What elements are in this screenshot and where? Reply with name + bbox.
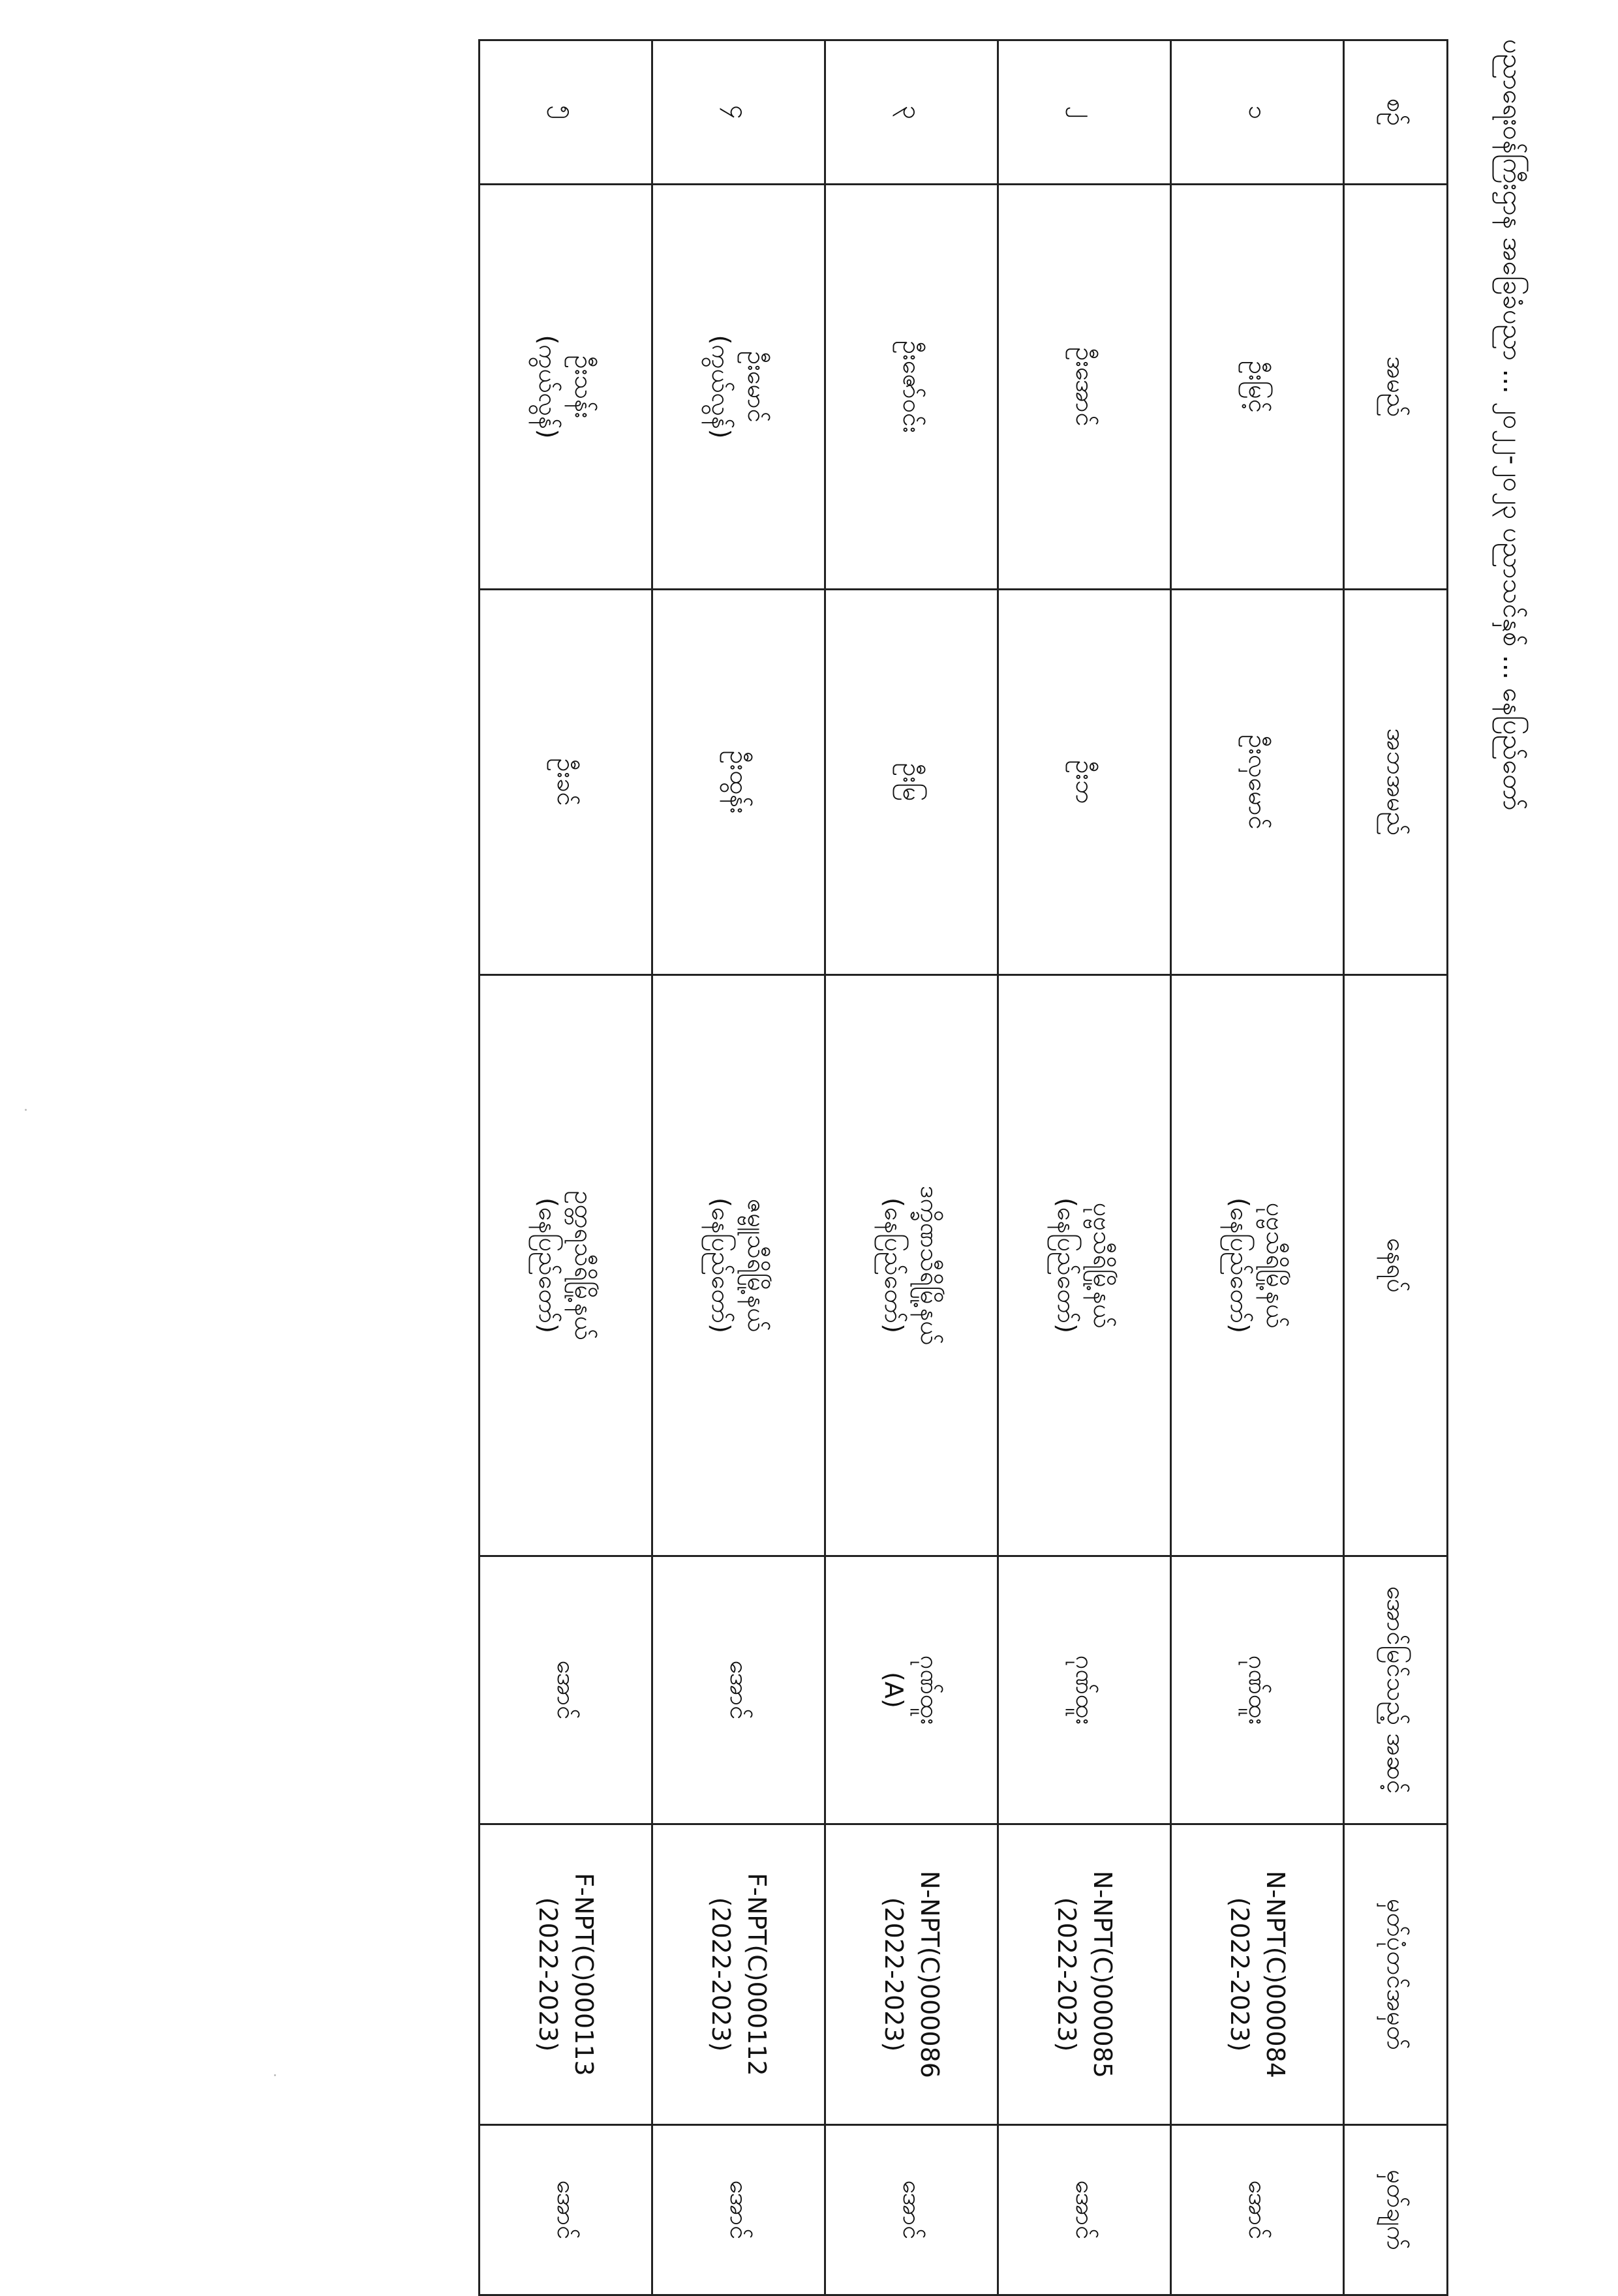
registration-number: F-NPT(C)000113 <box>570 1873 599 2076</box>
cell-address: ဥတ္တရသီရိမြို့နယ် (နေပြည်တော်) <box>480 975 652 1556</box>
header-grade: အောင်မြင်သည့် အဆင့် <box>1344 1556 1448 1824</box>
cell-no: ၅ <box>480 40 652 185</box>
cell-remarks: အောင် <box>1171 2125 1344 2295</box>
registration-year: (2022-2023) <box>1225 1897 1254 2052</box>
registration-year: (2022-2023) <box>707 1897 735 2052</box>
cell-father-name: ဦးလှမောင် <box>1171 590 1344 975</box>
cell-name: ဦးအောင် <box>998 185 1171 590</box>
cell-grade: အောင် <box>480 1556 652 1824</box>
registration-year: (2022-2023) <box>1052 1897 1081 2052</box>
cell-father-name: ဦးဘ <box>998 590 1171 975</box>
table-row <box>1171 40 1344 2295</box>
cell-remarks: အောင် <box>825 2125 998 2295</box>
registration-year: (2022-2023) <box>534 1897 562 2052</box>
cell-father-name: ဦးခင် <box>480 590 652 975</box>
cell-registration <box>1171 1824 1344 2125</box>
registration-year: (2022-2023) <box>879 1897 908 2052</box>
cell-grade: ဂုဏ်ထူး <box>998 1556 1171 1824</box>
header-remarks: မှတ်ချက် <box>1344 2125 1448 2295</box>
registration-number: N-NPT(C)000085 <box>1088 1871 1118 2078</box>
cell-father-name: ဦးထွန်း <box>652 590 825 975</box>
cell-registration <box>998 1824 1171 2125</box>
header-address: နေရပ် <box>1344 975 1448 1556</box>
cell-remarks: အောင် <box>652 2125 825 2295</box>
header-no: စဉ် <box>1344 40 1448 185</box>
cell-name: ဦးသန်း (ကွယ်လွန်) <box>480 185 652 590</box>
cell-address: ပုဗ္ဗသီရိမြို့နယ် (နေပြည်တော်) <box>998 975 1171 1556</box>
table-row <box>480 40 652 2295</box>
cell-remarks: အောင် <box>998 2125 1171 2295</box>
cell-registration <box>825 1824 998 2125</box>
cell-grade: ဂုဏ်ထူး <box>1171 1556 1344 1824</box>
cell-no: ၃ <box>825 40 998 185</box>
cell-no: ၂ <box>998 40 1171 185</box>
table-row <box>825 40 998 2295</box>
results-table <box>478 39 1448 2296</box>
cell-remarks: အောင် <box>480 2125 652 2295</box>
table-row <box>998 40 1171 2295</box>
cell-no: ၁ <box>1171 40 1344 185</box>
registration-number: F-NPT(C)000112 <box>742 1873 772 2076</box>
cell-father-name: ဦးမြ <box>825 590 998 975</box>
cell-registration <box>652 1824 825 2125</box>
table-header-row <box>1344 40 1448 2295</box>
rotated-document <box>534 39 1546 2250</box>
cell-address: ဇမ္ဗူသီရိမြို့နယ် (နေပြည်တော်) <box>652 975 825 1556</box>
scan-speck <box>274 2074 276 2076</box>
cell-no: ၄ <box>652 40 825 185</box>
cell-address: ပုဗ္ဗသီရိမြို့နယ် (နေပြည်တော်) <box>1171 975 1344 1556</box>
cell-registration <box>480 1824 652 2125</box>
registration-number: N-NPT(C)000086 <box>915 1871 945 2078</box>
registration-number: N-NPT(C)000084 <box>1261 1871 1290 2078</box>
header-father-name: အဘအမည် <box>1344 590 1448 975</box>
cell-name: ဦးဇော်ဝင်း <box>825 185 998 590</box>
cell-address: ဒက္ခိဏသီရိမြို့နယ် (နေပြည်တော်) <box>825 975 998 1556</box>
header-name: အမည် <box>1344 185 1448 590</box>
table-row <box>652 40 825 2295</box>
header-registration-number: မှတ်ပုံတင်အမှတ် <box>1344 1824 1448 2125</box>
cell-name: ဦးမောင် (ကွယ်လွန်) <box>652 185 825 590</box>
document-title: ပညာရေးဝန်ကြီးဌာန အခြေခံပညာ ... ၂၀၂၂-၂၀၂၃ ပညာသင်နှစ် ... နေပြည်တော် <box>1497 39 1528 811</box>
cell-grade: ဂုဏ်ထူး (A) <box>825 1556 998 1824</box>
cell-name: ဦးမြင့် <box>1171 185 1344 590</box>
scan-speck <box>25 1109 27 1111</box>
cell-grade: အောင် <box>652 1556 825 1824</box>
